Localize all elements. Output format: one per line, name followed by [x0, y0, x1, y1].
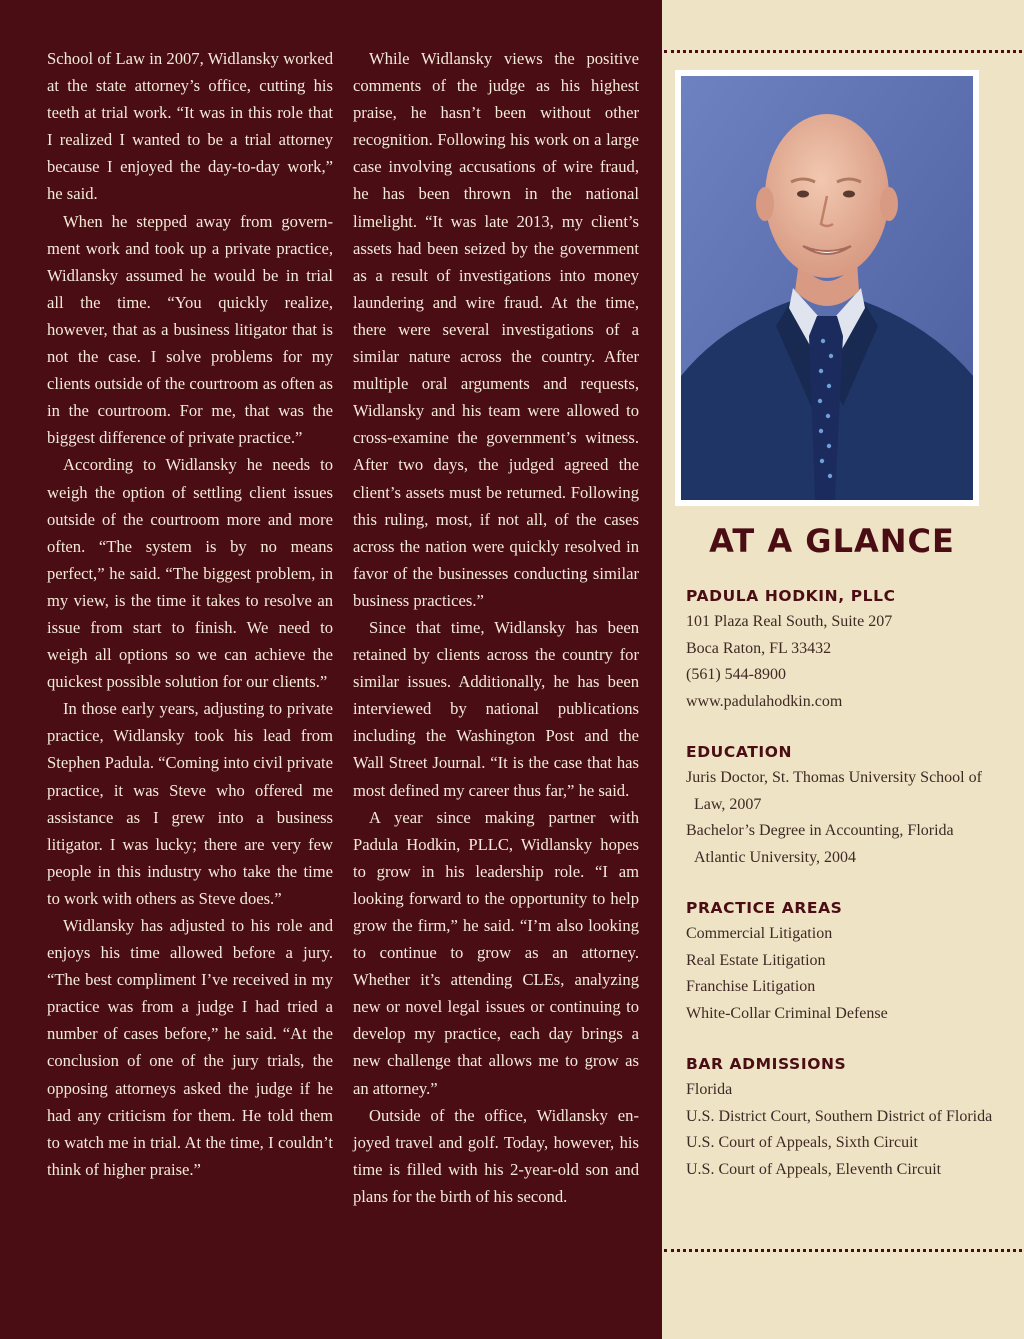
practice-area-item: Franchise Litigation [686, 978, 816, 995]
education-heading: EDUCATION [686, 743, 793, 761]
article-column-1 [47, 45, 333, 1183]
at-a-glance-sidebar [662, 0, 1024, 1339]
article-paragraph: While Widlansky views the positive comments of the judge as his highest praise, he hasn’t been without other recognition. Following his work on a large case involving accusations of wire fraud, he has been thrown in the national limelight. “It was late 2013, my client’s assets had been seized by the government as a result of investigations into money laundering and wire fraud. At the time, there were several investigations of a similar nature across the country. After multiple oral arguments and requests, Widlansky and his team were allowed to cross-examine the government’s witness. After two days, the judged agreed the client’s assets must be returned. Following this ruling, most, if not all, of the cases across the nation were quickly resolved in favor of the businesses conducting similar business practices.” [353, 49, 639, 610]
education-item: Bachelor’s Degree in Accounting, Florida Atlantic University, 2004 [686, 822, 954, 866]
article-paragraph: In those early years, adjusting to private practice, Widlansky took his lead from Stephen Padula. “Coming into civil private practice, it was Steve who offered me assistance as I grew into a business litigator. I was lucky; there are very few people in this industry who take the time to work with others as Steve does.” [47, 699, 333, 908]
firm-website: www.padulahodkin.com [686, 692, 843, 710]
dotted-divider-bottom [664, 1249, 1022, 1252]
article-paragraph: Since that time, Widlansky has been retained by clients across the country for similar issues. Additionally, he has been interviewed by national publications including the Washington Post and the Wall Street Journal. “It is the case that has most defined my career thus far,” he said. [353, 617, 639, 800]
bar-admission-item: Florida [686, 1081, 733, 1098]
dotted-divider-top [664, 50, 1022, 53]
firm-city-line: Boca Raton, FL 33432 [686, 639, 832, 657]
article-paragraph: Widlansky has adjusted to his role and enjoys his time allowed before a jury. “The best compliment I’ve received in my practice was from a judge I had tried a number of cases before,” he said. “At the conclusion of one of the jury trials, the opposing attorneys asked the judge if he had any criticism for them. He told them to watch me in trial. At the time, I couldn’t think of higher praise.” [47, 916, 333, 1179]
firm-section [686, 583, 1006, 715]
article-paragraph: School of Law in 2007, Widlansky worked at the state attorney’s office, cutting his teeth at trial work. “It was in this role that I realized I wanted to be a trial attorney because I enjoyed the day-to-day work,” he said. [47, 49, 333, 204]
education-item: Juris Doctor, St. Thomas University School of Law, 2007 [686, 769, 982, 813]
firm-heading: PADULA HODKIN, PLLC [686, 587, 896, 605]
firm-phone: (561) 544-8900 [686, 666, 786, 683]
bar-admissions-heading: BAR ADMISSIONS [686, 1055, 847, 1073]
bar-admission-item: U.S. Court of Appeals, Sixth Circuit [686, 1134, 918, 1151]
portrait-photo [681, 76, 973, 500]
article-paragraph: A year since making partner with Padula Hodkin, PLLC, Widlansky hopes to grow in his leadership role. “I am looking forward to the opportunity to help grow the firm,” he said. “I’m also looking to continue to grow as an attorney. Whether it’s attending CLEs, analyzing new or novel legal issues or continuing to develop my practice, each day brings a new challenge that allows me to grow as an attorney.” [353, 807, 639, 1098]
practice-areas-heading: PRACTICE AREAS [686, 899, 843, 917]
facts-list [686, 583, 1006, 1207]
practice-area-item: Commercial Litigation [686, 925, 833, 942]
firm-address-line: 101 Plaza Real South, Suite 207 [686, 613, 893, 630]
bar-admission-item: U.S. Court of Appeals, Eleventh Circuit [686, 1160, 942, 1178]
portrait-frame [675, 70, 979, 506]
practice-area-item: White-Collar Criminal Defense [686, 1004, 888, 1022]
education-section [686, 739, 1006, 871]
practice-areas-section [686, 895, 1006, 1027]
article-paragraph: According to Widlansky he needs to weigh the option of settling client issues outside of the courtroom more and more often. “The system is by no means perfect,” he said. “The biggest problem, in my view, is the time it takes to resolve an issue from start to finish. We need to weigh all options so we can achieve the quickest possible solution for our clients.” [47, 455, 333, 692]
article-column-2 [353, 45, 639, 1210]
article-paragraph: Outside of the office, Widlansky enjoyed travel and golf. Today, however, his time is filled with his 2-year-old son and plans for the birth of his second. [353, 1105, 639, 1206]
bar-admissions-section [686, 1051, 1006, 1183]
article-paragraph: When he stepped away from government work and took up a private practice, Widlansky assumed he would be in trial all the time. “You quickly realize, however, that as a business litigator that is not the case. I solve problems for my clients outside of the courtroom as often as in the courtroom. For me, that was the biggest difference of private practice.” [47, 211, 333, 448]
practice-area-item: Real Estate Litigation [686, 951, 826, 969]
at-a-glance-title: AT A GLANCE [709, 522, 955, 560]
bar-admission-item: U.S. District Court, Southern District of Florida [686, 1107, 993, 1125]
